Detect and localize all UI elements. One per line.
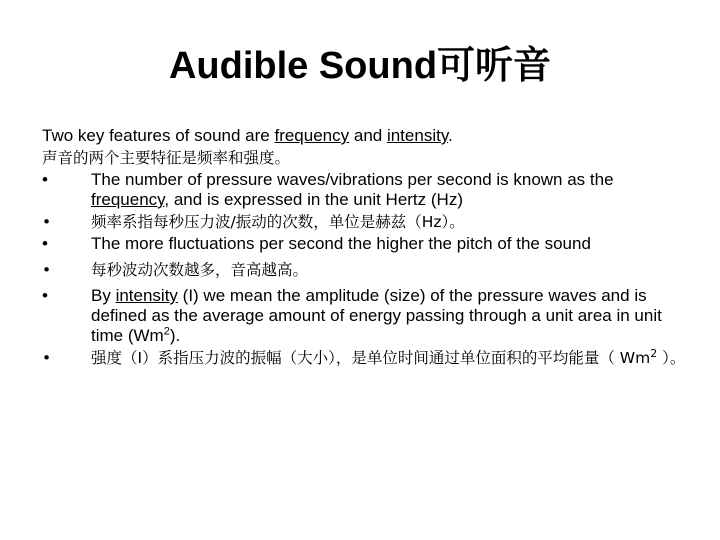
bullet-text-pre: The number of pressure waves/vibrations per second is known as the [91,170,614,189]
bullet-text: 频率系指每秒压力波/振动的次数，单位是赫兹（Hz）。 [91,213,465,231]
bullet-item-pitch [42,234,692,254]
bullet-item-pitch-cn [42,260,692,280]
bullet-item-frequency-cn [42,212,692,232]
intro-line [42,126,692,146]
slide-body [42,126,692,370]
bullet-marker: • [42,286,48,305]
bullet-text-post: , and is expressed in the unit Hertz (Hz) [164,190,463,209]
bullet-marker: • [42,170,48,189]
bullet-text-pre: 强度（I）系指压力波的振幅（大小），是单位时间通过单位面积的平均能量（ Wm [91,349,651,367]
bullet-term-intensity: intensity [115,286,178,305]
bullet-marker: • [42,234,48,253]
intro-term-intensity: intensity [386,126,449,145]
bullet-text [91,348,692,368]
superscript: 2 [163,325,170,338]
bullet-text [91,286,692,346]
bullet-text-pre: By [91,286,116,305]
bullet-item-intensity [42,286,692,346]
bullet-marker: • [42,213,52,231]
bullet-marker: • [42,261,52,279]
intro-mid: and [349,126,387,145]
slide-title: Audible Sound可听音 [168,45,552,87]
intro-term-frequency: frequency [274,126,350,145]
bullet-item-intensity-cn [42,348,692,368]
intro-post: . [448,126,453,145]
bullet-text: The more fluctuations per second the higher the pitch of the sound [91,234,591,253]
intro-pre: Two key features of sound are [42,126,275,145]
bullet-text [91,170,692,210]
bullet-text-end: ). [169,326,181,345]
bullet-text-post: (I) we mean the amplitude (size) of the pressure waves and is defined as the average amount of energy passing through a unit area in unit time (Wm [91,286,662,345]
superscript: 2 [650,346,658,360]
bullet-marker: • [42,349,52,367]
bullet-text-end: ）。 [657,349,686,367]
intro-line-cn: 声音的两个主要特征是频率和强度。 [42,149,291,167]
bullet-item-frequency [42,170,692,210]
bullet-term-frequency: frequency [91,190,165,209]
bullet-text: 每秒波动次数越多，音高越高。 [91,261,309,279]
